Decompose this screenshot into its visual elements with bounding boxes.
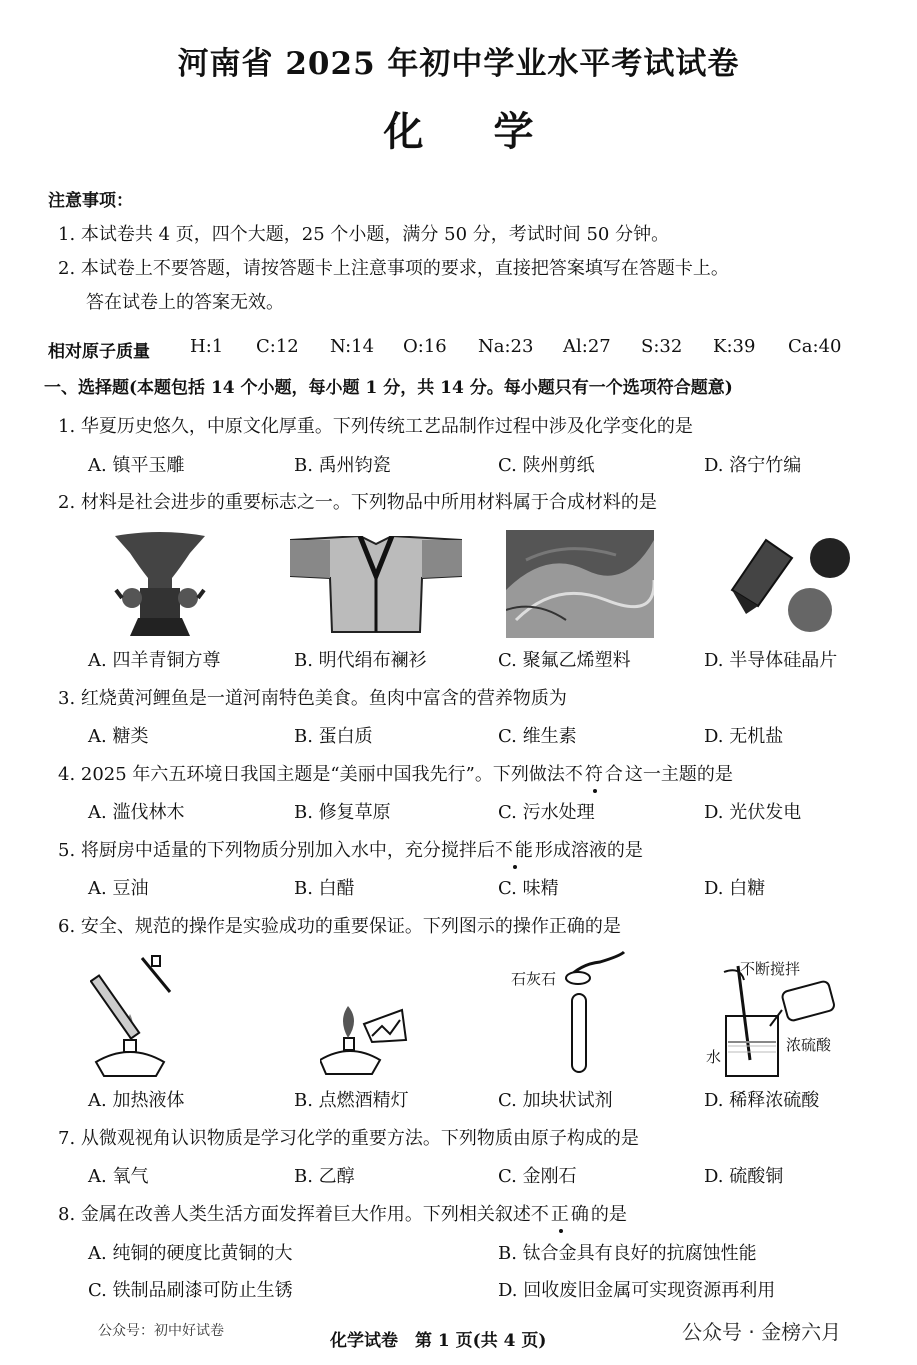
q7-option-a: A. 氧气 [88, 1166, 149, 1187]
question-5-stem: 5. 将厨房中适量的下列物质分别加入水中，充分搅拌后不能形成溶液的是 [58, 836, 643, 862]
atomic-mass-ca: Ca:40 [788, 336, 842, 357]
q6-option-d: D. 稀释浓硫酸 [704, 1090, 820, 1111]
q3-option-d: D. 无机盐 [704, 726, 784, 747]
q5-option-c: C. 味精 [498, 878, 559, 899]
silk-robe-figure [290, 536, 462, 636]
q4-option-c: C. 污水处理 [498, 802, 595, 823]
q2-option-c: C. 聚氟乙烯塑料 [498, 650, 631, 671]
q7-option-b: B. 乙醇 [294, 1166, 355, 1187]
lighting-lamp-figure [320, 980, 410, 1078]
notice-heading: 注意事项： [48, 191, 133, 211]
plastic-sheet-figure [506, 530, 654, 638]
question-2-stem: 2. 材料是社会进步的重要标志之一。下列物品中所用材料属于合成材料的是 [58, 492, 657, 513]
q7-option-d: D. 硫酸铜 [704, 1166, 784, 1187]
q5-option-b: B. 白醋 [294, 878, 355, 899]
q4-option-a: A. 滥伐林木 [88, 802, 185, 823]
q6-option-a: A. 加热液体 [88, 1090, 185, 1111]
atomic-mass-k: K:39 [713, 336, 756, 357]
question-4-stem: 4. 2025 年六五环境日我国主题是“美丽中国我先行”。下列做法不符合这一主题的是 [58, 760, 733, 786]
q8-option-c: C. 铁制品刷漆可防止生锈 [88, 1280, 293, 1301]
footer-page-number: 化学试卷 第 1 页(共 4 页) [330, 1331, 547, 1351]
diluting-acid-figure [710, 960, 850, 1080]
q3-option-a: A. 糖类 [88, 726, 149, 747]
atomic-mass-label: 相对原子质量 [48, 342, 150, 362]
atomic-mass-na: Na:23 [478, 336, 534, 357]
bronze-zun-figure [110, 528, 210, 638]
subject-title: 化学 [383, 108, 604, 155]
q7-option-c: C. 金刚石 [498, 1166, 577, 1187]
atomic-mass-n: N:14 [330, 336, 375, 357]
fig-label-stirring: 不断搅拌 [740, 960, 801, 978]
exam-title: 河南省 2025 年初中学业水平考试试卷 [177, 46, 740, 82]
q2-option-a: A. 四羊青铜方尊 [88, 650, 221, 671]
emphasis-text: 只有一个 [554, 378, 623, 398]
notice-item-3: 答在试卷上的答案无效。 [86, 292, 284, 313]
q4-option-b: B. 修复草原 [294, 802, 391, 823]
footer-watermark: 公众号 · 金榜六月 [682, 1320, 842, 1344]
q6-option-b: B. 点燃酒精灯 [294, 1090, 409, 1111]
emphasis-bu-zheng-que: 不正确 [531, 1200, 591, 1226]
fig-label-limestone: 石灰石 [511, 970, 557, 988]
atomic-mass-h: H:1 [190, 336, 224, 357]
q8-option-a: A. 纯铜的硬度比黄铜的大 [88, 1243, 293, 1264]
q3-option-c: C. 维生素 [498, 726, 577, 747]
atomic-mass-al: Al:27 [563, 336, 611, 357]
q8-option-d: D. 回收废旧金属可实现资源再利用 [498, 1280, 776, 1301]
atomic-mass-s: S:32 [641, 336, 683, 357]
q6-option-c: C. 加块状试剂 [498, 1090, 613, 1111]
footer-wechat-left: 公众号：初中好试卷 [98, 1323, 224, 1339]
q2-option-b: B. 明代绢布襕衫 [294, 650, 427, 671]
notice-item-1: 1. 本试卷共 4 页，四个大题，25 个小题，满分 50 分，考试时间 50 分钟。 [58, 224, 670, 245]
atomic-mass-c: C:12 [256, 336, 299, 357]
fig-label-water: 水 [706, 1048, 722, 1066]
question-3-stem: 3. 红烧黄河鲤鱼是一道河南特色美食。鱼肉中富含的营养物质为 [58, 688, 567, 709]
emphasis-bu-neng: 不能 [495, 836, 535, 862]
question-7-stem: 7. 从微观视角认识物质是学习化学的重要方法。下列物质由原子构成的是 [58, 1128, 639, 1149]
q4-option-d: D. 光伏发电 [704, 802, 802, 823]
section-1-heading: 一、选择题(本题包括 14 个小题，每小题 1 分，共 14 分。每小题只有一个选项符合题意) [44, 378, 733, 398]
q5-option-d: D. 白糖 [704, 878, 766, 899]
notice-item-2: 2. 本试卷上不要答题，请按答题卡上注意事项的要求，直接把答案填写在答题卡上。 [58, 258, 729, 279]
q1-option-b: B. 禹州钧瓷 [294, 455, 391, 476]
q2-option-d: D. 半导体硅晶片 [704, 650, 838, 671]
fig-label-acid: 浓硫酸 [786, 1036, 832, 1054]
q1-option-d: D. 洛宁竹编 [704, 455, 802, 476]
emphasis-bu-fu-he: 不符合 [565, 760, 625, 786]
q1-option-a: A. 镇平玉雕 [88, 455, 185, 476]
atomic-mass-o: O:16 [403, 336, 447, 357]
silicon-wafer-figure [726, 536, 852, 636]
question-6-stem: 6. 安全、规范的操作是实验成功的重要保证。下列图示的操作正确的是 [58, 916, 621, 937]
q8-option-b: B. 钛合金具有良好的抗腐蚀性能 [498, 1243, 757, 1264]
q1-option-c: C. 陕州剪纸 [498, 455, 595, 476]
question-8-stem: 8. 金属在改善人类生活方面发挥着巨大作用。下列相关叙述不正确的是 [58, 1200, 627, 1226]
q3-option-b: B. 蛋白质 [294, 726, 373, 747]
adding-solid-figure [560, 950, 630, 1078]
heating-liquid-figure [90, 952, 180, 1078]
question-1-stem: 1. 华夏历史悠久，中原文化厚重。下列传统工艺品制作过程中涉及化学变化的是 [58, 416, 693, 437]
q5-option-a: A. 豆油 [88, 878, 149, 899]
